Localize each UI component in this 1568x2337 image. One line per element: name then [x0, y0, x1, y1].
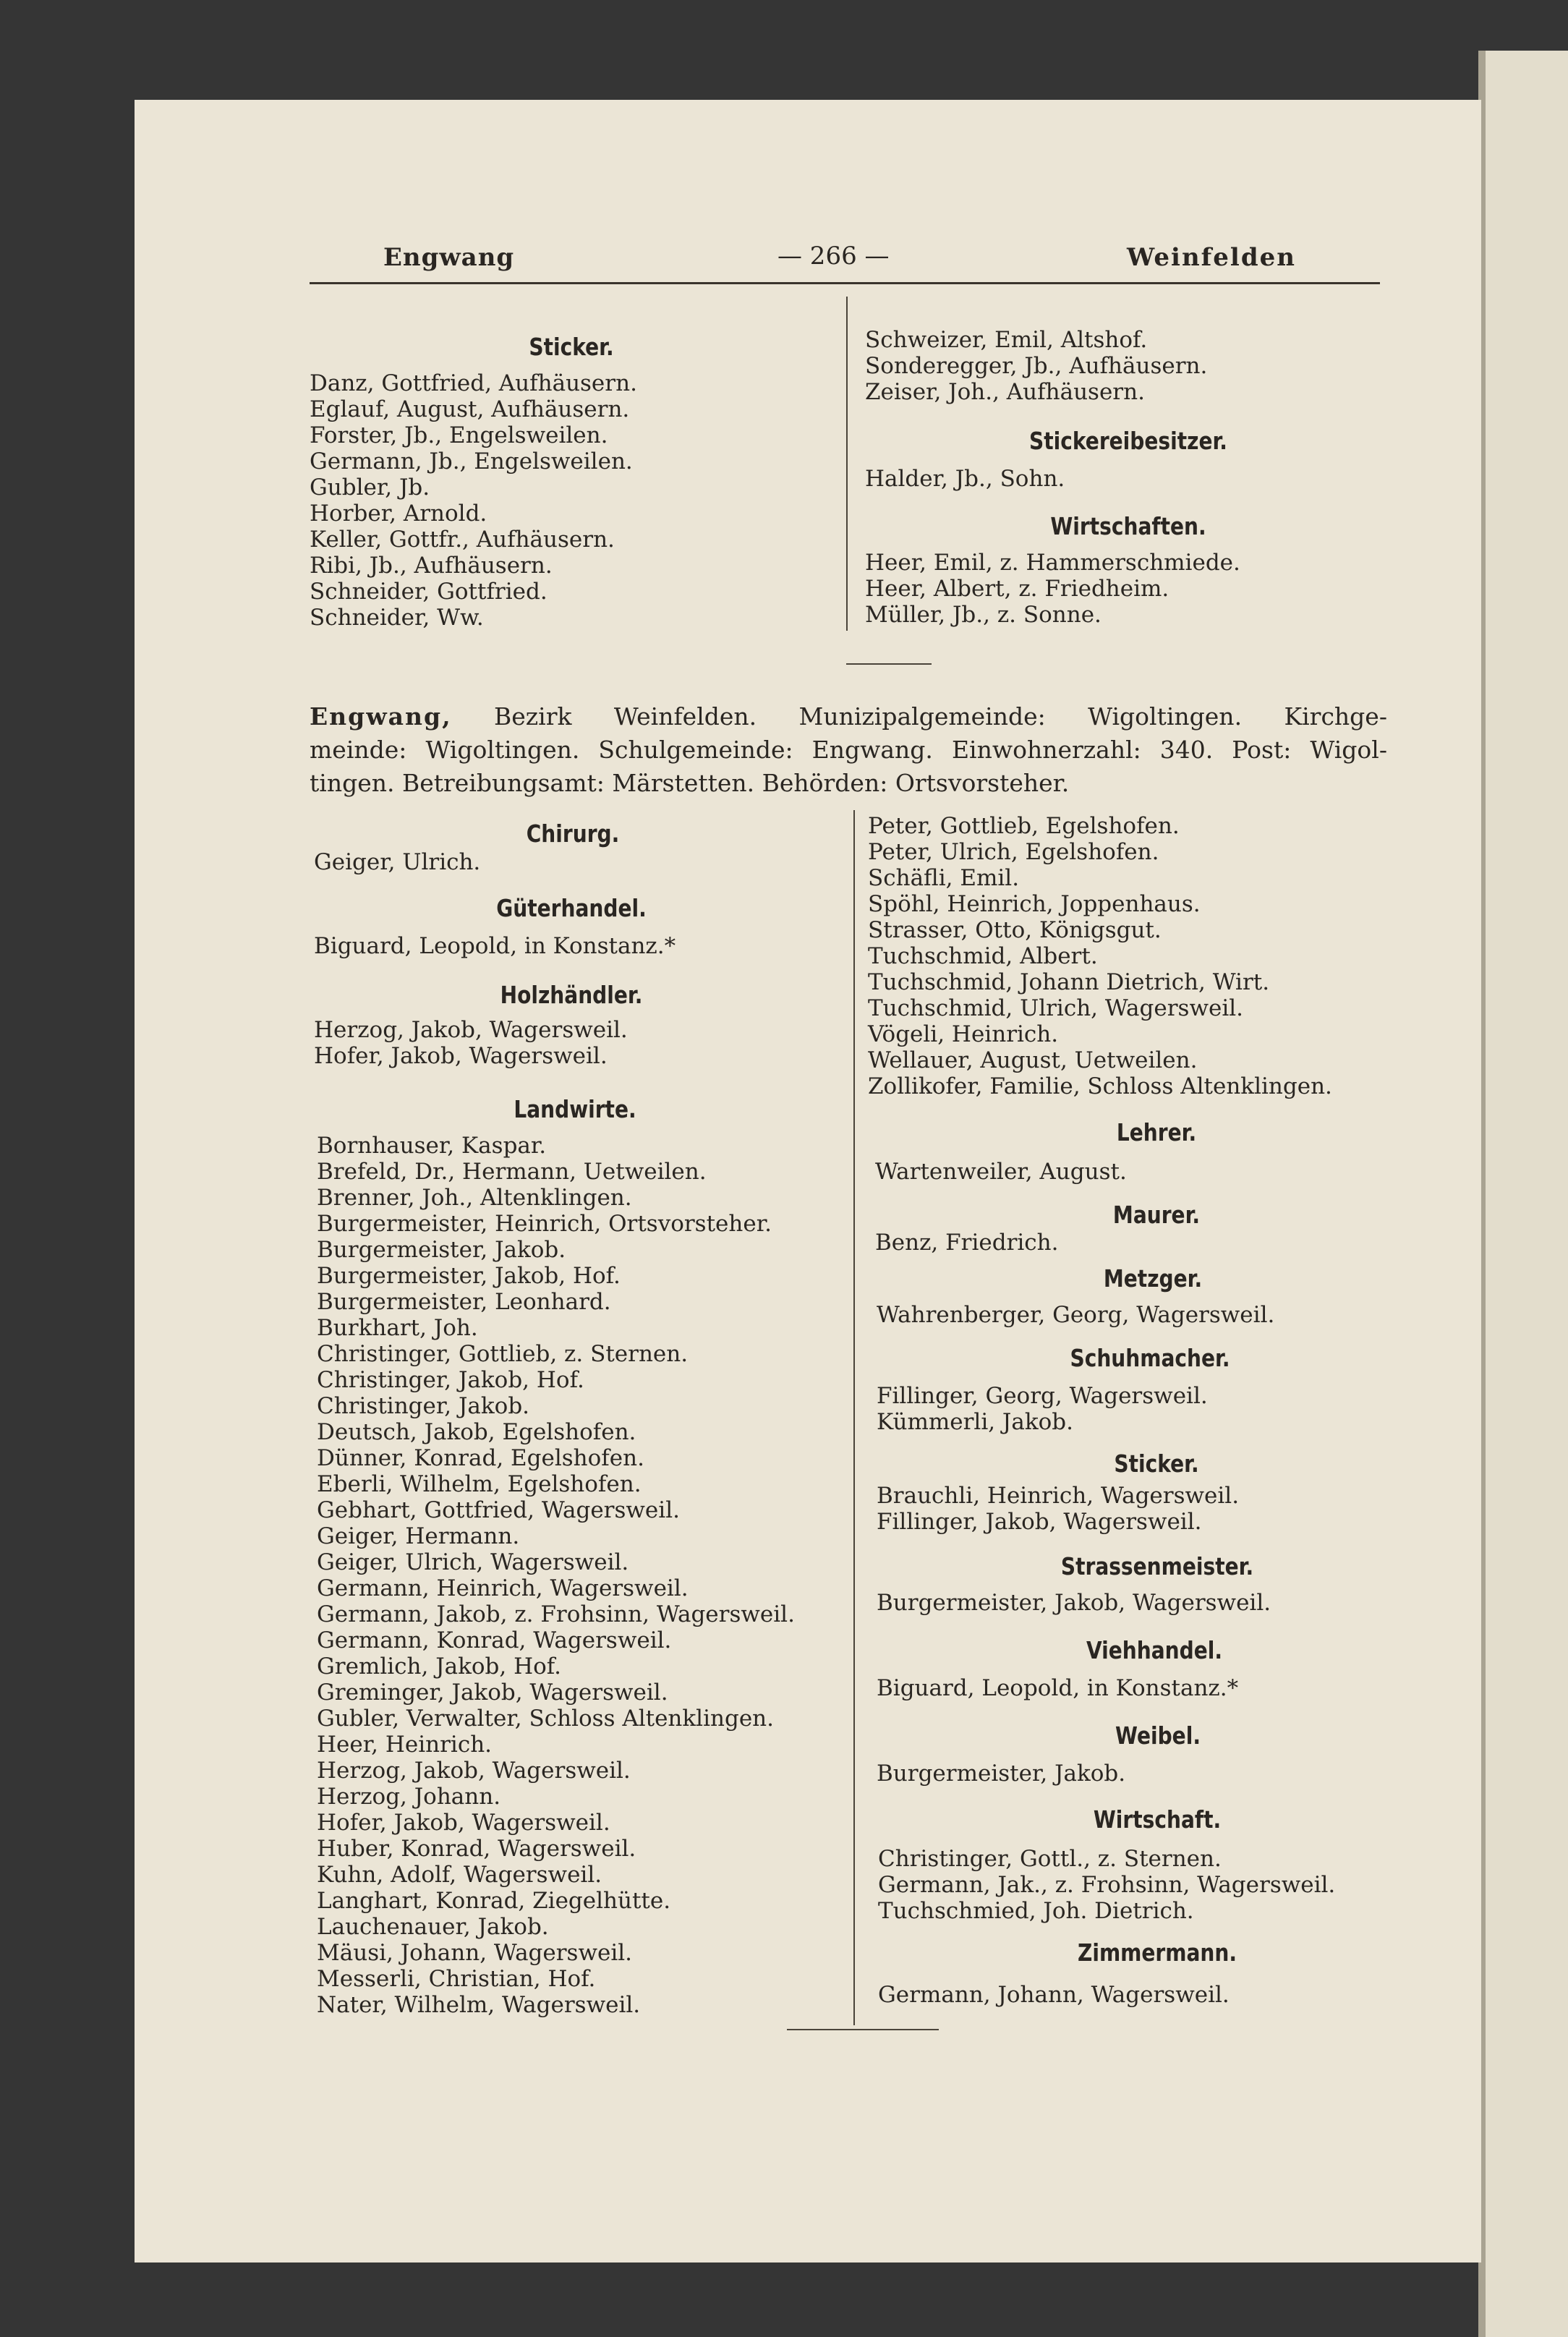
list-item: Lauchenauer, Jakob.	[317, 1914, 549, 1940]
list-item: Zollikofer, Familie, Schloss Altenklingen.	[868, 1073, 1332, 1099]
list-item: Tuchschmied, Joh. Dietrich.	[878, 1898, 1194, 1924]
heading-metzger: Metzger.	[1103, 1264, 1203, 1293]
landwirte-list-continued	[868, 813, 1332, 1099]
list-item: Gebhart, Gottfried, Wagersweil.	[317, 1497, 680, 1523]
header-rule	[310, 282, 1380, 284]
list-item: Nater, Wilhelm, Wagersweil.	[317, 1992, 641, 2018]
heading-holzhaendler: Holzhändler.	[500, 981, 643, 1009]
place-name: Engwang,	[310, 702, 452, 731]
top-left-list	[310, 370, 637, 631]
list-item: Kümmerli, Jakob.	[877, 1409, 1073, 1435]
list-item: Spöhl, Heinrich, Joppenhaus.	[868, 891, 1201, 917]
list-item: Fillinger, Georg, Wagersweil.	[877, 1383, 1208, 1409]
list-item: Christinger, Gottlieb, z. Sternen.	[317, 1341, 689, 1367]
heading-landwirte: Landwirte.	[514, 1095, 636, 1123]
heading-lehrer: Lehrer.	[1116, 1118, 1197, 1146]
list-item: Gremlich, Jakob, Hof.	[317, 1653, 562, 1680]
list-item: Schweizer, Emil, Altshof.	[865, 327, 1148, 353]
intro-line-1: Engwang, Bezirk Weinfelden. Munizipalgemeinde: Wigoltingen. Kirchge-	[310, 702, 1387, 731]
list-item: Eglauf, August, Aufhäusern.	[310, 396, 630, 422]
list-item: Peter, Ulrich, Egelshofen.	[868, 839, 1159, 865]
list-item: Heer, Heinrich.	[317, 1732, 493, 1758]
list-item: Germann, Johann, Wagersweil.	[878, 1982, 1230, 2008]
top-right-list	[865, 327, 1207, 405]
column-divider-top	[846, 297, 848, 631]
landwirte-list	[317, 1133, 795, 2018]
list-item: Heer, Emil, z. Hammerschmiede.	[865, 550, 1240, 576]
list-item: Bornhauser, Kaspar.	[317, 1133, 547, 1159]
sticker-list	[877, 1483, 1239, 1535]
list-item: Hofer, Jakob, Wagersweil.	[314, 1043, 608, 1069]
holzhaendler-list	[314, 1017, 628, 1069]
list-item: Mäusi, Johann, Wagersweil.	[317, 1940, 633, 1966]
list-item: Messerli, Christian, Hof.	[317, 1966, 596, 1992]
list-item: Brenner, Joh., Altenklingen.	[317, 1185, 632, 1211]
heading-gueterhandel: Güterhandel.	[496, 894, 647, 922]
list-item: Benz, Friedrich.	[875, 1230, 1059, 1256]
list-item: Burgermeister, Jakob.	[317, 1237, 566, 1263]
list-item: Strasser, Otto, Königsgut.	[868, 917, 1162, 943]
list-item: Christinger, Jakob, Hof.	[317, 1367, 584, 1393]
viehhandel-list	[877, 1675, 1238, 1701]
adjacent-page-edge	[1483, 51, 1568, 2337]
list-item: Müller, Jb., z. Sonne.	[865, 602, 1102, 628]
list-item: Burkhart, Joh.	[317, 1315, 478, 1341]
lehrer-list	[875, 1159, 1127, 1185]
list-item: Gubler, Jb.	[310, 474, 430, 501]
list-item: Vögeli, Heinrich.	[868, 1021, 1059, 1047]
list-item: Gubler, Verwalter, Schloss Altenklingen.	[317, 1706, 774, 1732]
list-item: Huber, Konrad, Wagersweil.	[317, 1836, 636, 1862]
list-item: Herzog, Jakob, Wagersweil.	[317, 1758, 631, 1784]
list-item: Biguard, Leopold, in Konstanz.*	[877, 1675, 1239, 1701]
list-item: Herzog, Jakob, Wagersweil.	[314, 1017, 628, 1043]
list-item: Forster, Jb., Engelsweilen.	[310, 422, 608, 448]
list-item: Germann, Jb., Engelsweilen.	[310, 448, 633, 474]
intro-line-3: tingen. Betreibungsamt: Märstetten. Behörden: Ortsvorsteher.	[310, 769, 1070, 797]
list-item: Wahrenberger, Georg, Wagersweil.	[877, 1302, 1275, 1328]
list-item: Keller, Gottfr., Aufhäusern.	[310, 527, 615, 553]
intro-line-2: meinde: Wigoltingen. Schulgemeinde: Engwang. Einwohnerzahl: 340. Post: Wigol-	[310, 736, 1387, 764]
list-item: Hofer, Jakob, Wagersweil.	[317, 1810, 610, 1836]
list-item: Dünner, Konrad, Egelshofen.	[317, 1445, 644, 1471]
list-item: Christinger, Jakob.	[317, 1393, 530, 1419]
list-item: Geiger, Hermann.	[317, 1523, 520, 1549]
list-item: Germann, Jakob, z. Frohsinn, Wagersweil.	[317, 1601, 795, 1627]
maurer-list	[875, 1230, 1058, 1256]
heading-zimmermann: Zimmermann.	[1077, 1938, 1237, 1967]
list-item: Langhart, Konrad, Ziegelhütte.	[317, 1888, 671, 1914]
list-item: Germann, Jak., z. Frohsinn, Wagersweil.	[878, 1872, 1336, 1898]
heading-wirtschaften: Wirtschaften.	[1050, 512, 1206, 540]
list-item: Geiger, Ulrich.	[314, 849, 481, 875]
list-item: Fillinger, Jakob, Wagersweil.	[877, 1509, 1202, 1535]
list-item: Burgermeister, Jakob, Wagersweil.	[877, 1590, 1271, 1616]
list-item: Deutsch, Jakob, Egelshofen.	[317, 1419, 636, 1445]
list-item: Herzog, Johann.	[317, 1784, 501, 1810]
heading-weibel: Weibel.	[1115, 1721, 1201, 1750]
heading-stickereibesitzer: Stickereibesitzer.	[1029, 427, 1227, 455]
heading-wirtschaft: Wirtschaft.	[1093, 1805, 1222, 1834]
list-item: Ribi, Jb., Aufhäusern.	[310, 553, 553, 579]
list-item: Burgermeister, Jakob.	[877, 1761, 1126, 1787]
list-item: Eberli, Wilhelm, Egelshofen.	[317, 1471, 642, 1497]
list-item: Germann, Konrad, Wagersweil.	[317, 1627, 672, 1653]
page-number: — 266 —	[777, 242, 890, 271]
list-item: Wellauer, August, Uetweilen.	[868, 1047, 1198, 1073]
wirtschaft-list	[878, 1846, 1335, 1924]
list-item: Heer, Albert, z. Friedheim.	[865, 576, 1169, 602]
weibel-list	[877, 1761, 1125, 1787]
list-item: Tuchschmid, Albert.	[868, 943, 1098, 969]
heading-sticker-top: Sticker.	[529, 333, 614, 361]
heading-schuhmacher: Schuhmacher.	[1070, 1344, 1230, 1372]
list-item: Wartenweiler, August.	[875, 1159, 1127, 1185]
list-item: Danz, Gottfried, Aufhäusern.	[310, 370, 637, 396]
heading-sticker-bottom: Sticker.	[1114, 1450, 1199, 1478]
list-item: Burgermeister, Leonhard.	[317, 1289, 611, 1315]
list-item: Sonderegger, Jb., Aufhäusern.	[865, 353, 1208, 379]
heading-chirurg: Chirurg.	[526, 820, 620, 848]
list-item: Geiger, Ulrich, Wagersweil.	[317, 1549, 629, 1575]
list-item: Schneider, Ww.	[310, 605, 484, 631]
list-item: Brauchli, Heinrich, Wagersweil.	[877, 1483, 1240, 1509]
list-item: Tuchschmid, Ulrich, Wagersweil.	[868, 995, 1244, 1021]
list-item: Christinger, Gottl., z. Sternen.	[878, 1846, 1222, 1872]
heading-viehhandel: Viehhandel.	[1086, 1636, 1223, 1664]
schuhmacher-list	[877, 1383, 1208, 1435]
column-divider-main	[853, 810, 855, 2025]
top-right-list-2	[865, 466, 1065, 492]
top-right-list-3	[865, 550, 1240, 628]
chirurg-list	[314, 849, 480, 875]
intro-paragraph	[310, 700, 1387, 800]
zimmermann-list	[878, 1982, 1230, 2008]
list-item: Peter, Gottlieb, Egelshofen.	[868, 813, 1180, 839]
list-item: Greminger, Jakob, Wagersweil.	[317, 1680, 668, 1706]
section-rule-bottom	[787, 2029, 939, 2030]
gueterhandel-list	[314, 933, 676, 959]
list-item: Zeiser, Joh., Aufhäusern.	[865, 379, 1145, 405]
list-item: Schäfli, Emil.	[868, 865, 1020, 891]
list-item: Tuchschmid, Johann Dietrich, Wirt.	[868, 969, 1270, 995]
heading-maurer: Maurer.	[1112, 1201, 1201, 1229]
list-item: Brefeld, Dr., Hermann, Uetweilen.	[317, 1159, 707, 1185]
list-item: Horber, Arnold.	[310, 501, 487, 527]
list-item: Burgermeister, Jakob, Hof.	[317, 1263, 621, 1289]
running-head-right: Weinfelden	[1127, 243, 1296, 272]
list-item: Germann, Heinrich, Wagersweil.	[317, 1575, 689, 1601]
heading-strassenmeister: Strassenmeister.	[1060, 1552, 1254, 1580]
section-rule-top	[846, 663, 932, 665]
strassenmeister-list	[877, 1590, 1271, 1616]
metzger-list	[877, 1302, 1274, 1328]
list-item: Schneider, Gottfried.	[310, 579, 547, 605]
list-item: Kuhn, Adolf, Wagersweil.	[317, 1862, 602, 1888]
list-item: Burgermeister, Heinrich, Ortsvorsteher.	[317, 1211, 772, 1237]
list-item: Halder, Jb., Sohn.	[865, 466, 1065, 492]
list-item: Biguard, Leopold, in Konstanz.*	[314, 933, 676, 959]
running-head-left: Engwang	[383, 243, 515, 272]
